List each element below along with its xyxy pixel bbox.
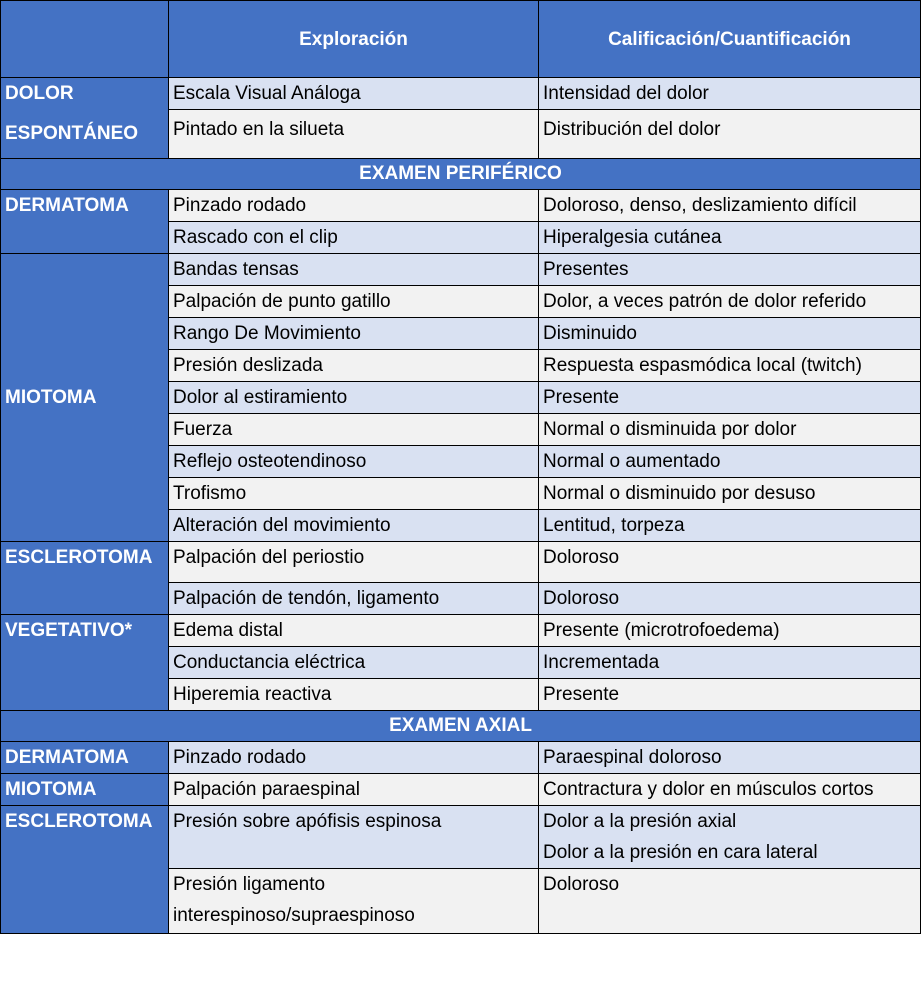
calificacion-cell: Presente (microtrofoedema) xyxy=(539,614,921,646)
header-exploracion: Exploración xyxy=(169,1,539,78)
category-cell: DERMATOMA xyxy=(1,741,169,773)
calificacion-cell: Doloroso xyxy=(539,541,921,582)
section-row xyxy=(1,710,921,741)
category-cell: ESCLEROTOMA xyxy=(1,541,169,614)
table-row xyxy=(1,78,921,110)
exploracion-cell: Conductancia eléctrica xyxy=(169,646,539,678)
exploracion-cell: Palpación del periostio xyxy=(169,541,539,582)
category-cell: ESCLEROTOMA xyxy=(1,805,169,933)
table-row xyxy=(1,741,921,773)
exploracion-cell: Dolor al estiramiento xyxy=(169,381,539,413)
exploracion-cell: Palpación de tendón, ligamento xyxy=(169,582,539,614)
section-title-axial: EXAMEN AXIAL xyxy=(1,710,921,741)
calificacion-cell: Distribución del dolor xyxy=(539,110,921,159)
exploracion-cell: Palpación de punto gatillo xyxy=(169,285,539,317)
exploracion-cell: Alteración del movimiento xyxy=(169,509,539,541)
exploracion-cell: Presión sobre apófisis espinosa xyxy=(169,805,539,868)
exploracion-cell: Escala Visual Análoga xyxy=(169,78,539,110)
exploracion-cell: Pinzado rodado xyxy=(169,189,539,221)
calificacion-cell: Presentes xyxy=(539,253,921,285)
table-row xyxy=(1,110,921,159)
exploracion-cell: Bandas tensas xyxy=(169,253,539,285)
calificacion-cell: Normal o disminuida por dolor xyxy=(539,413,921,445)
table-row xyxy=(1,541,921,582)
calificacion-cell: Contractura y dolor en músculos cortos xyxy=(539,773,921,805)
header-empty-cell xyxy=(1,1,169,78)
table-row xyxy=(1,614,921,646)
category-cell: DOLOR xyxy=(1,78,169,110)
calificacion-cell: Doloroso xyxy=(539,868,921,933)
category-cell: ESPONTÁNEO xyxy=(1,110,169,159)
calificacion-cell: Hiperalgesia cutánea xyxy=(539,221,921,253)
calificacion-line: Dolor a la presión axial xyxy=(543,810,737,832)
category-cell: MIOTOMA xyxy=(1,773,169,805)
calificacion-cell: Presente xyxy=(539,678,921,710)
calificacion-cell: Respuesta espasmódica local (twitch) xyxy=(539,349,921,381)
calificacion-cell: Normal o disminuido por desuso xyxy=(539,477,921,509)
table-row xyxy=(1,773,921,805)
category-cell: DERMATOMA xyxy=(1,189,169,253)
table-row xyxy=(1,253,921,285)
table-row xyxy=(1,805,921,868)
calificacion-cell: Doloroso xyxy=(539,582,921,614)
calificacion-cell: Lentitud, torpeza xyxy=(539,509,921,541)
section-title-periferico: EXAMEN PERIFÉRICO xyxy=(1,158,921,189)
calificacion-cell xyxy=(539,805,921,868)
calificacion-cell: Normal o aumentado xyxy=(539,445,921,477)
table-header-row xyxy=(1,1,921,78)
exploracion-cell: Presión ligamento interespinoso/supraespinoso xyxy=(169,868,539,933)
calificacion-cell: Dolor, a veces patrón de dolor referido xyxy=(539,285,921,317)
calificacion-cell: Presente xyxy=(539,381,921,413)
exploracion-cell: Edema distal xyxy=(169,614,539,646)
exploracion-cell: Presión deslizada xyxy=(169,349,539,381)
header-calificacion: Calificación/Cuantificación xyxy=(539,1,921,78)
calificacion-line: Dolor a la presión en cara lateral xyxy=(543,841,818,863)
table-row xyxy=(1,189,921,221)
exploracion-cell: Pintado en la silueta xyxy=(169,110,539,159)
exploracion-cell: Rascado con el clip xyxy=(169,221,539,253)
exploracion-cell: Pinzado rodado xyxy=(169,741,539,773)
calificacion-cell: Disminuido xyxy=(539,317,921,349)
calificacion-cell: Intensidad del dolor xyxy=(539,78,921,110)
exploracion-cell: Reflejo osteotendinoso xyxy=(169,445,539,477)
exploracion-cell: Palpación paraespinal xyxy=(169,773,539,805)
section-row xyxy=(1,158,921,189)
category-cell: MIOTOMA xyxy=(1,253,169,541)
exploracion-cell: Rango De Movimiento xyxy=(169,317,539,349)
category-cell: VEGETATIVO* xyxy=(1,614,169,710)
exploracion-cell: Hiperemia reactiva xyxy=(169,678,539,710)
calificacion-cell: Paraespinal doloroso xyxy=(539,741,921,773)
calificacion-cell: Doloroso, denso, deslizamiento difícil xyxy=(539,189,921,221)
exploracion-cell: Trofismo xyxy=(169,477,539,509)
exploracion-cell: Fuerza xyxy=(169,413,539,445)
calificacion-cell: Incrementada xyxy=(539,646,921,678)
